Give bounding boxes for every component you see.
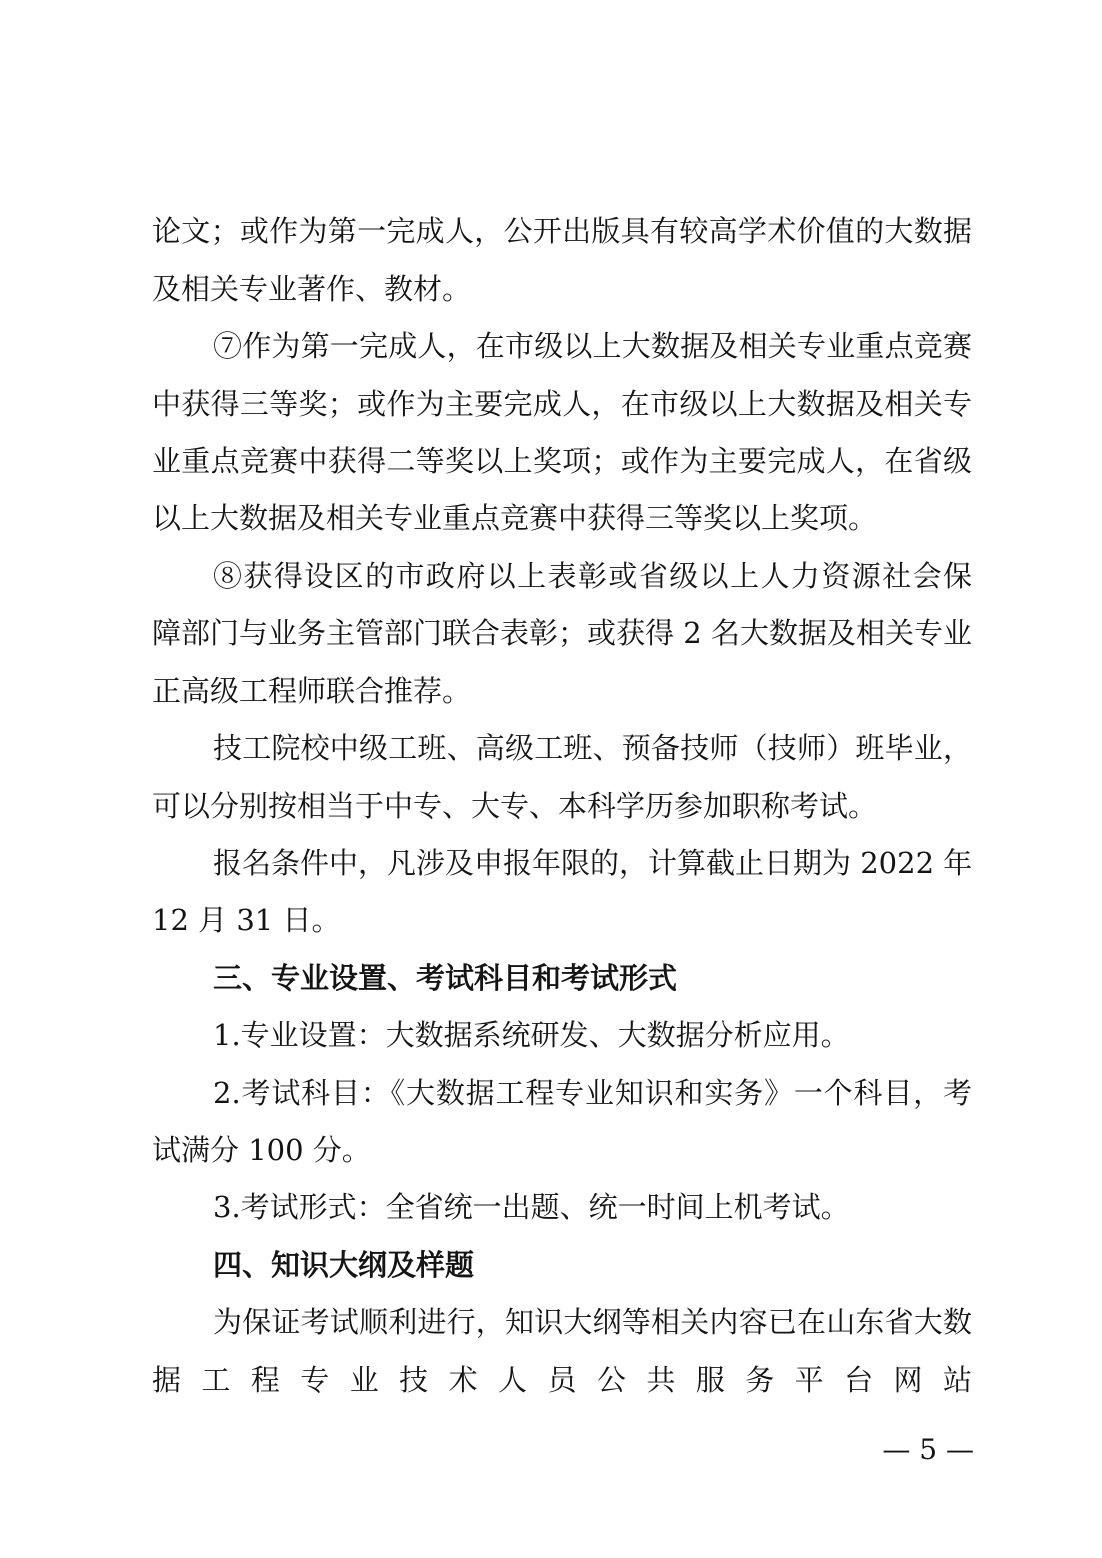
text-line-2: 及相关专业著作、教材。: [152, 272, 472, 306]
text-line-18: 3.考试形式：全省统一出题、统一时间上机考试。: [213, 1190, 850, 1224]
text-line-1: 论文；或作为第一完成人，公开出版具有较高学术价值的大数据: [152, 214, 972, 248]
text-line-13: 12 月 31 日。: [152, 903, 341, 937]
text-line-7: ⑧获得设区的市政府以上表彰或省级以上人力资源社会保: [213, 559, 972, 593]
text-line-16: 2.考试科目：《大数据工程专业知识和实务》一个科目，考: [213, 1076, 972, 1110]
text-line-3: ⑦作为第一完成人，在市级以上大数据及相关专业重点竞赛: [213, 329, 972, 363]
text-line-21: 据 工 程 专 业 技 术 人 员 公 共 服 务 平 台 网 站: [152, 1363, 972, 1397]
text-line-20: 为保证考试顺利进行，知识大纲等相关内容已在山东省大数: [213, 1305, 972, 1339]
text-line-17: 试满分 100 分。: [152, 1133, 371, 1167]
text-line-9: 正高级工程师联合推荐。: [152, 674, 472, 708]
text-line-15: 1.专业设置：大数据系统研发、大数据分析应用。: [213, 1018, 850, 1052]
section-heading-3: 三、专业设置、考试科目和考试形式: [213, 961, 678, 995]
text-line-6: 以上大数据及相关专业重点竞赛中获得三等奖以上奖项。: [152, 501, 878, 535]
text-line-12: 报名条件中，凡涉及申报年限的，计算截止日期为 2022 年: [213, 846, 972, 880]
text-line-4: 中获得三等奖；或作为主要完成人，在市级以上大数据及相关专: [152, 387, 972, 421]
text-line-11: 可以分别按相当于中专、大专、本科学历参加职称考试。: [152, 789, 878, 823]
text-line-10: 技工院校中级工班、高级工班、预备技师（技师）班毕业，: [213, 731, 972, 765]
text-line-5: 业重点竞赛中获得二等奖以上奖项；或作为主要完成人，在省级: [152, 444, 972, 478]
text-line-8: 障部门与业务主管部门联合表彰；或获得 2 名大数据及相关专业: [152, 616, 972, 650]
section-heading-4: 四、知识大纲及样题: [213, 1248, 475, 1282]
page-number: — 5 —: [882, 1433, 974, 1466]
